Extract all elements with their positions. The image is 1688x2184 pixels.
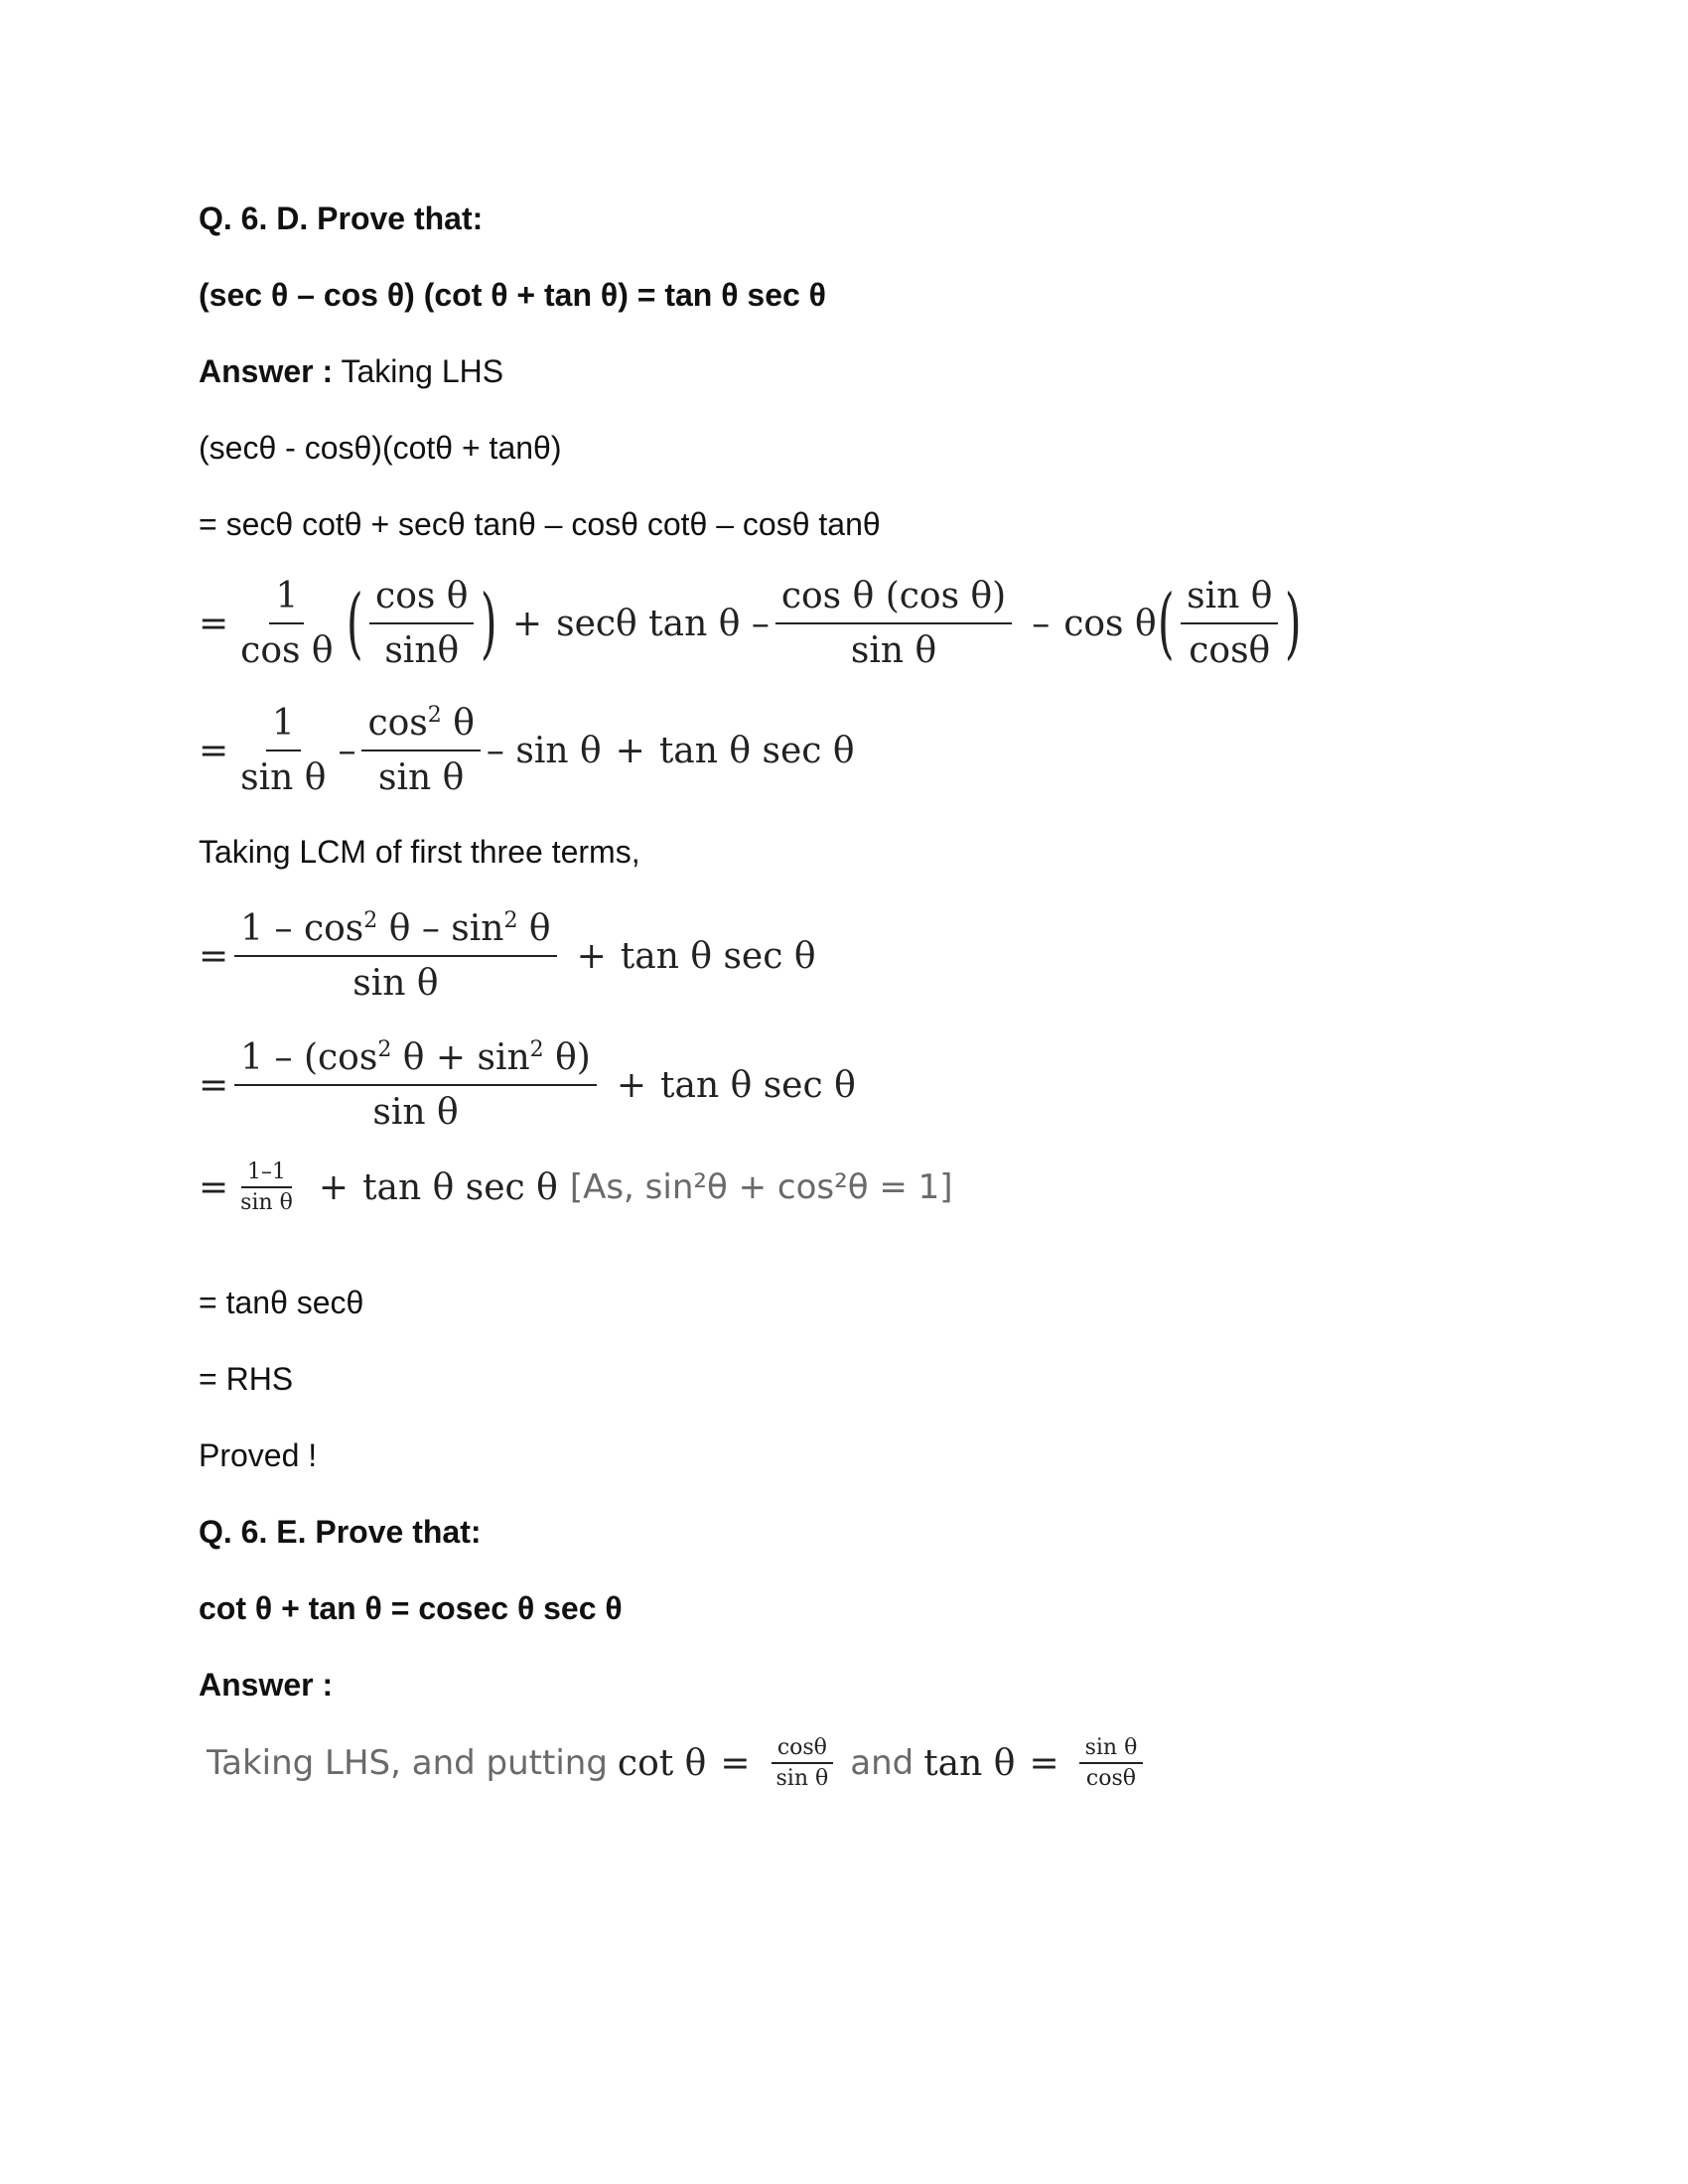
- step-expression: (secθ - cosθ)(cotθ + tanθ): [199, 430, 562, 466]
- fraction: $\frac{\text{sin θ}}{\cos\theta}$: [1181, 576, 1278, 671]
- fraction: $\frac{\text{cos θ (cos θ)}}{\text{sin θ}}$: [775, 576, 1012, 671]
- fraction: $\frac{1 - \cos^2 \theta - \sin^2 \theta}{\text{sin θ}}$: [234, 908, 556, 1004]
- hint-and: and: [850, 1743, 914, 1783]
- answer-label: Answer :: [199, 353, 334, 389]
- fraction: $\frac{1}{\text{cos θ}}$: [240, 576, 334, 671]
- math-step-lcm: = $\frac{1 - \cos^2 \theta - \sin^2 \theta}{\text{sin θ}}$ + tan θ sec θ: [199, 908, 816, 1004]
- answer-text: Taking LHS: [333, 353, 504, 389]
- result-line: = tanθ secθ: [199, 1285, 364, 1320]
- fraction: $\frac{1-1}{\text{sin θ}}$: [240, 1160, 293, 1215]
- fraction: $\frac{\cos^2 \theta}{\text{sin θ}}$: [361, 703, 480, 798]
- math-step-identity: = $\frac{1-1}{\text{sin θ}}$ + tan θ sec θ [As, sin²θ + cos²θ = 1]: [199, 1160, 953, 1215]
- lcm-note: Taking LCM of first three terms,: [199, 834, 640, 870]
- fraction: $\frac{1 - (\cos^2 \theta + \sin^2 \theta)}{\text{sin θ}}$: [234, 1037, 597, 1133]
- math-step-substitution: = $\frac{1}{\text{cos θ}}$ ( $\frac{\text{cos θ}}{\sin\theta}$ ) + secθ tan θ – $\frac{\text{cos θ (cos θ)}}{\text{sin θ}}$ – cos θ ( $\frac{\text{sin θ}}{\cos\theta}$ ): [199, 576, 1302, 671]
- math-hint-line: Taking LHS, and putting cot θ = $\frac{\cos\theta}{\text{sin θ}}$ and tan θ = $\frac{\text{sin θ}}{\cos\theta}$: [207, 1735, 1149, 1791]
- question-6d-title: Q. 6. D. Prove that:: [199, 201, 484, 236]
- answer-6d-intro: [199, 351, 503, 391]
- question-6e-title: Q. 6. E. Prove that:: [199, 1514, 482, 1550]
- fraction: $\frac{\text{sin θ}}{\cos\theta}$: [1079, 1735, 1144, 1791]
- fraction: $\frac{\text{cos θ}}{\sin\theta}$: [369, 576, 474, 671]
- rhs-line: = RHS: [199, 1361, 294, 1397]
- math-step-grouped: = $\frac{1 - (\cos^2 \theta + \sin^2 \theta)}{\text{sin θ}}$ + tan θ sec θ: [199, 1037, 856, 1133]
- identity-note: [As, sin²θ + cos²θ = 1]: [569, 1167, 953, 1207]
- question-6d-statement: (sec θ – cos θ) (cot θ + tan θ) = tan θ sec θ: [199, 277, 826, 313]
- answer-6e-label: Answer :: [199, 1667, 334, 1703]
- question-6e-statement: cot θ + tan θ = cosec θ sec θ: [199, 1590, 623, 1626]
- step-expansion: = secθ cotθ + secθ tanθ – cosθ cotθ – cosθ tanθ: [199, 506, 881, 542]
- fraction: $\frac{1}{\text{sin θ}}$: [240, 703, 327, 798]
- proved-text: Proved !: [199, 1437, 318, 1473]
- fraction: $\frac{\cos\theta}{\text{sin θ}}$: [771, 1735, 835, 1791]
- hint-text: Taking LHS, and putting: [207, 1743, 608, 1783]
- math-step-simplified: = $\frac{1}{\text{sin θ}}$ – $\frac{\cos^2 \theta}{\text{sin θ}}$ – sin θ + tan θ sec θ: [199, 703, 855, 798]
